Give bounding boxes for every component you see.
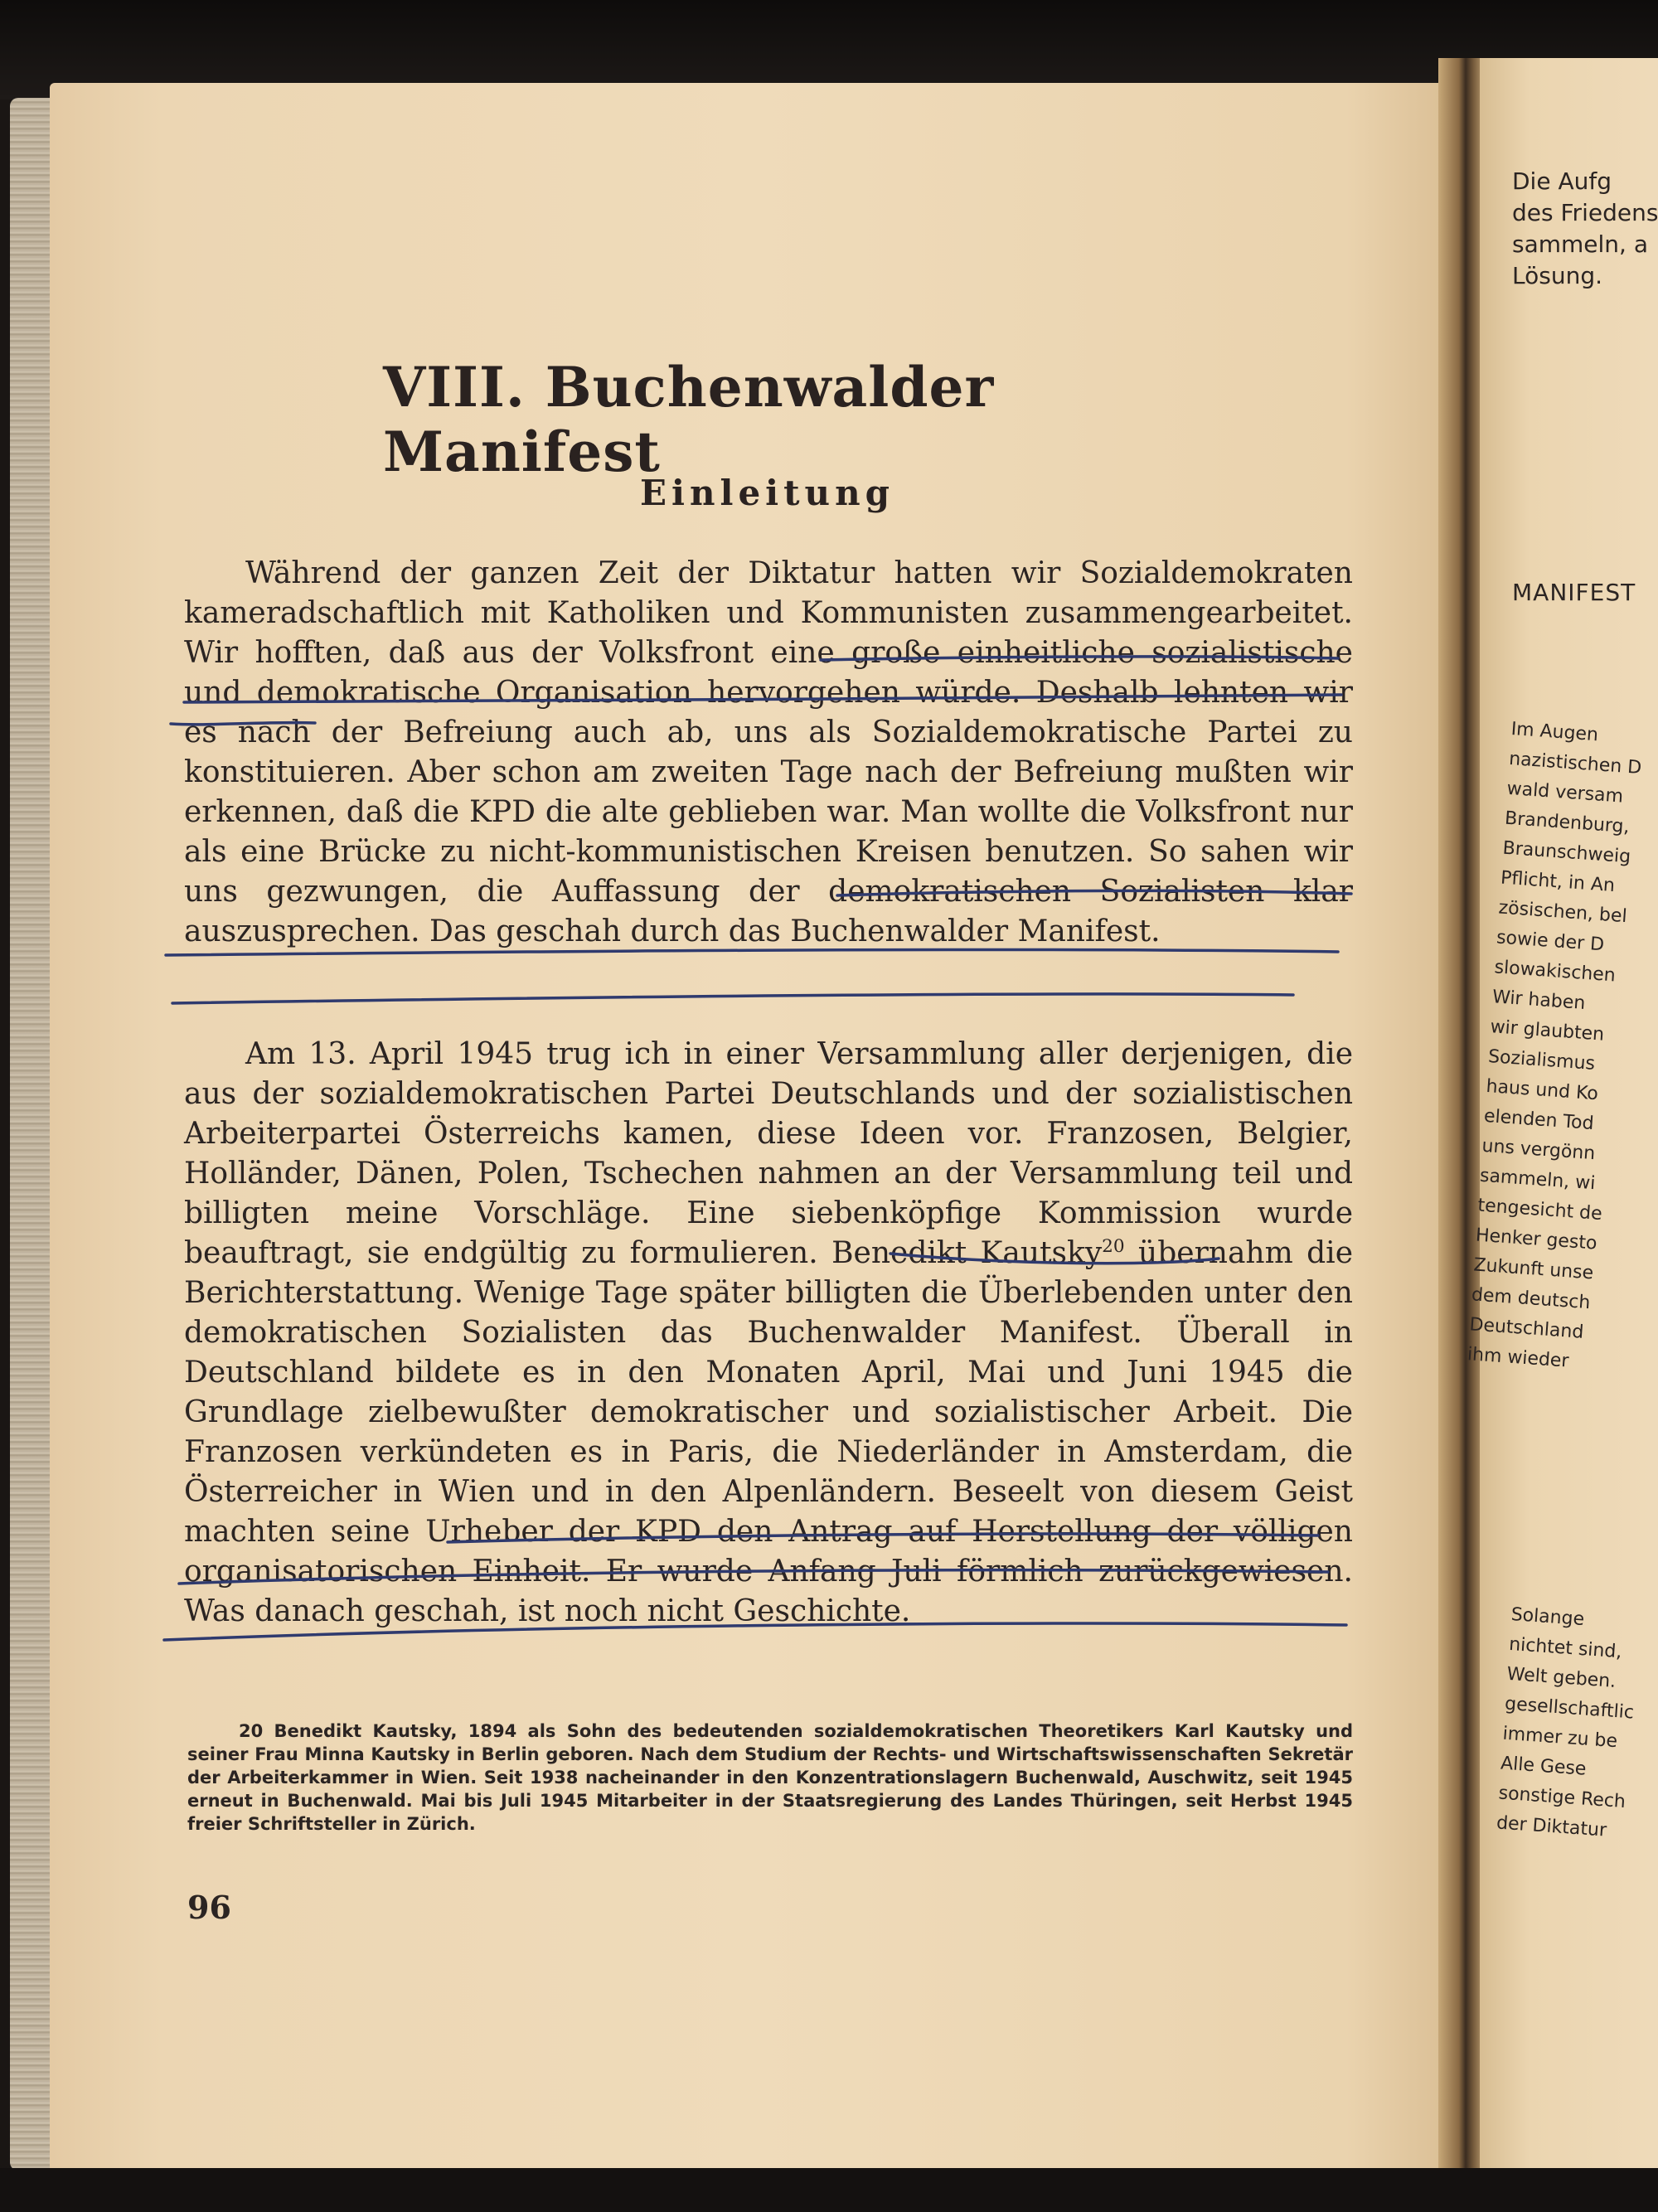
paragraph-2-end: übernahm die Berichterstattung. Wenige Tage später billigten die Überlebenden unter den demokratischen Sozialisten das Buchenwalder Manifest. Überall in Deutschland bildete es in den Monaten April, Mai und Juni 1945 die Grundlage zielbewußter demokratischer und sozialistischer Arbeit. Die Franzosen verkündeten es in Paris, die Niederländer in Amsterdam, die Österreicher in Wien und in den Alpenländern. Beseelt von diesem Geist machten seine Urheber der KPD den Antrag auf Herstellung der völligen organisatorischen Einheit. Er wurde Anfang Juli förmlich zurückgewiesen. Was danach geschah, ist noch nicht Geschichte. xyxy=(184,1236,1353,1628)
underline-7 xyxy=(890,1254,1219,1264)
right-page-top-text xyxy=(1512,166,1658,292)
right-line: wir glaubten xyxy=(1489,1016,1605,1045)
right-line: Henker gesto xyxy=(1475,1225,1598,1254)
right-line: sonstige Rech xyxy=(1497,1783,1626,1813)
underline-9 xyxy=(179,1570,1328,1584)
right-line: des Friedens xyxy=(1512,199,1658,226)
right-line: dem deutsch xyxy=(1471,1284,1592,1314)
paragraph-1: Während der ganzen Zeit der Diktatur hatten wir Sozialdemokraten kameradschaftlich mit Katholiken und Kommunisten zusammengearbeitet. Wir hofften, daß aus der Volksfront eine große einheitliche sozialistische und demokratische Organisation hervorgehen würde. Deshalb lehnten wir es nach der Befreiung auch ab, uns als Sozialdemokratische Partei zu konstituieren. Aber schon am zweiten Tage nach der Befreiung mußten wir erkennen, daß die KPD die alte geblieben war. Man wollte die Volksfront nur als eine Brücke zu nicht-kommunistischen Kreisen benutzen. So sahen wir uns gezwungen, die Auffassung der demokratischen Sozialisten klar auszusprechen. Das geschah durch das Buchenwalder Manifest. xyxy=(184,556,1353,948)
right-line: der Diktatur xyxy=(1496,1812,1607,1841)
right-line: wald versam xyxy=(1505,778,1624,808)
right-line: uns vergönn xyxy=(1481,1135,1597,1165)
underline-1 xyxy=(821,657,1338,660)
right-line: nazistischen D xyxy=(1508,748,1642,779)
underline-2 xyxy=(184,695,1341,702)
right-line: sammeln, a xyxy=(1512,230,1649,258)
right-line: gesellschaftlic xyxy=(1504,1693,1635,1724)
underline-4 xyxy=(837,890,1351,895)
paragraph-2-start: Am 13. April 1945 trug ich in einer Versammlung aller derjenigen, die aus der sozialdemokratischen Partei Deutschlands und der sozialistischen Arbeiterpartei Österreichs kamen, diese Ideen vor. Franzosen, Belgier, Holländer, Dänen, Polen, Tschechen nahmen an der Versammlung teil und billigten meine Vorschläge. Eine siebenköpfige Kommission wurde beauftragt, sie endgültig zu formulieren. Benedikt Kautsky xyxy=(184,1037,1353,1270)
right-line: slowakischen xyxy=(1493,957,1617,987)
right-line: Alle Gese xyxy=(1500,1753,1588,1780)
section-heading: Einleitung xyxy=(640,473,894,513)
right-line: sammeln, wi xyxy=(1479,1165,1597,1195)
right-line: Pflicht, in An xyxy=(1500,867,1616,897)
right-line: Lösung. xyxy=(1512,262,1602,289)
right-line: immer zu be xyxy=(1501,1723,1618,1753)
right-line: Im Augen xyxy=(1510,718,1599,746)
right-line: Brandenburg, xyxy=(1504,808,1631,838)
right-line: zösischen, bel xyxy=(1497,897,1628,928)
right-line: Solange xyxy=(1510,1603,1585,1631)
underline-6 xyxy=(172,994,1293,1003)
right-line: Sozialismus xyxy=(1487,1046,1596,1074)
right-page-block-2 xyxy=(1496,1600,1641,1847)
footnote-ref: 20 xyxy=(1102,1236,1125,1257)
right-line: Deutschland xyxy=(1468,1314,1585,1343)
underline-8 xyxy=(448,1534,1318,1542)
right-page-heading: MANIFEST xyxy=(1512,579,1636,606)
right-line: nichtet sind, xyxy=(1508,1633,1623,1663)
underline-3 xyxy=(171,723,315,725)
page-number: 96 xyxy=(187,1889,231,1926)
right-line: Die Aufg xyxy=(1512,167,1612,195)
right-line: ihm wieder xyxy=(1467,1344,1570,1372)
right-line: sowie der D xyxy=(1496,927,1605,956)
footnote-text: Benedikt Kautsky, 1894 als Sohn des bedeutenden sozialdemokratischen Theoretikers Karl Kautsky und seiner Frau Minna Kautsky in Berlin geboren. Nach dem Studium der Rechts- und Wirtschaftswissenschaften Sekretär der Arbeiterkammer in Wien. Seit 1938 nacheinander in den Konzentrationslagern Buchenwald, Auschwitz, seit 1945 erneut in Buchenwald. Mai bis Juli 1945 Mitarbeiter in der Staatsregierung des Landes Thüringen, seit Herbst 1945 freier Schriftsteller in Zürich. xyxy=(187,1721,1353,1834)
underline-10 xyxy=(164,1623,1346,1640)
right-line: tengesicht de xyxy=(1476,1195,1603,1225)
chapter-title: VIII. Buchenwalder Manifest xyxy=(383,355,995,484)
right-line: Braunschweig xyxy=(1501,837,1631,868)
right-line: elenden Tod xyxy=(1483,1105,1595,1135)
right-line: Zukunft unse xyxy=(1472,1254,1594,1284)
footnote-number: 20 xyxy=(239,1721,264,1741)
right-line: haus und Ko xyxy=(1485,1075,1599,1105)
right-line: Wir haben xyxy=(1491,987,1587,1014)
underline-5 xyxy=(166,949,1338,955)
right-line: Welt geben. xyxy=(1505,1663,1617,1692)
